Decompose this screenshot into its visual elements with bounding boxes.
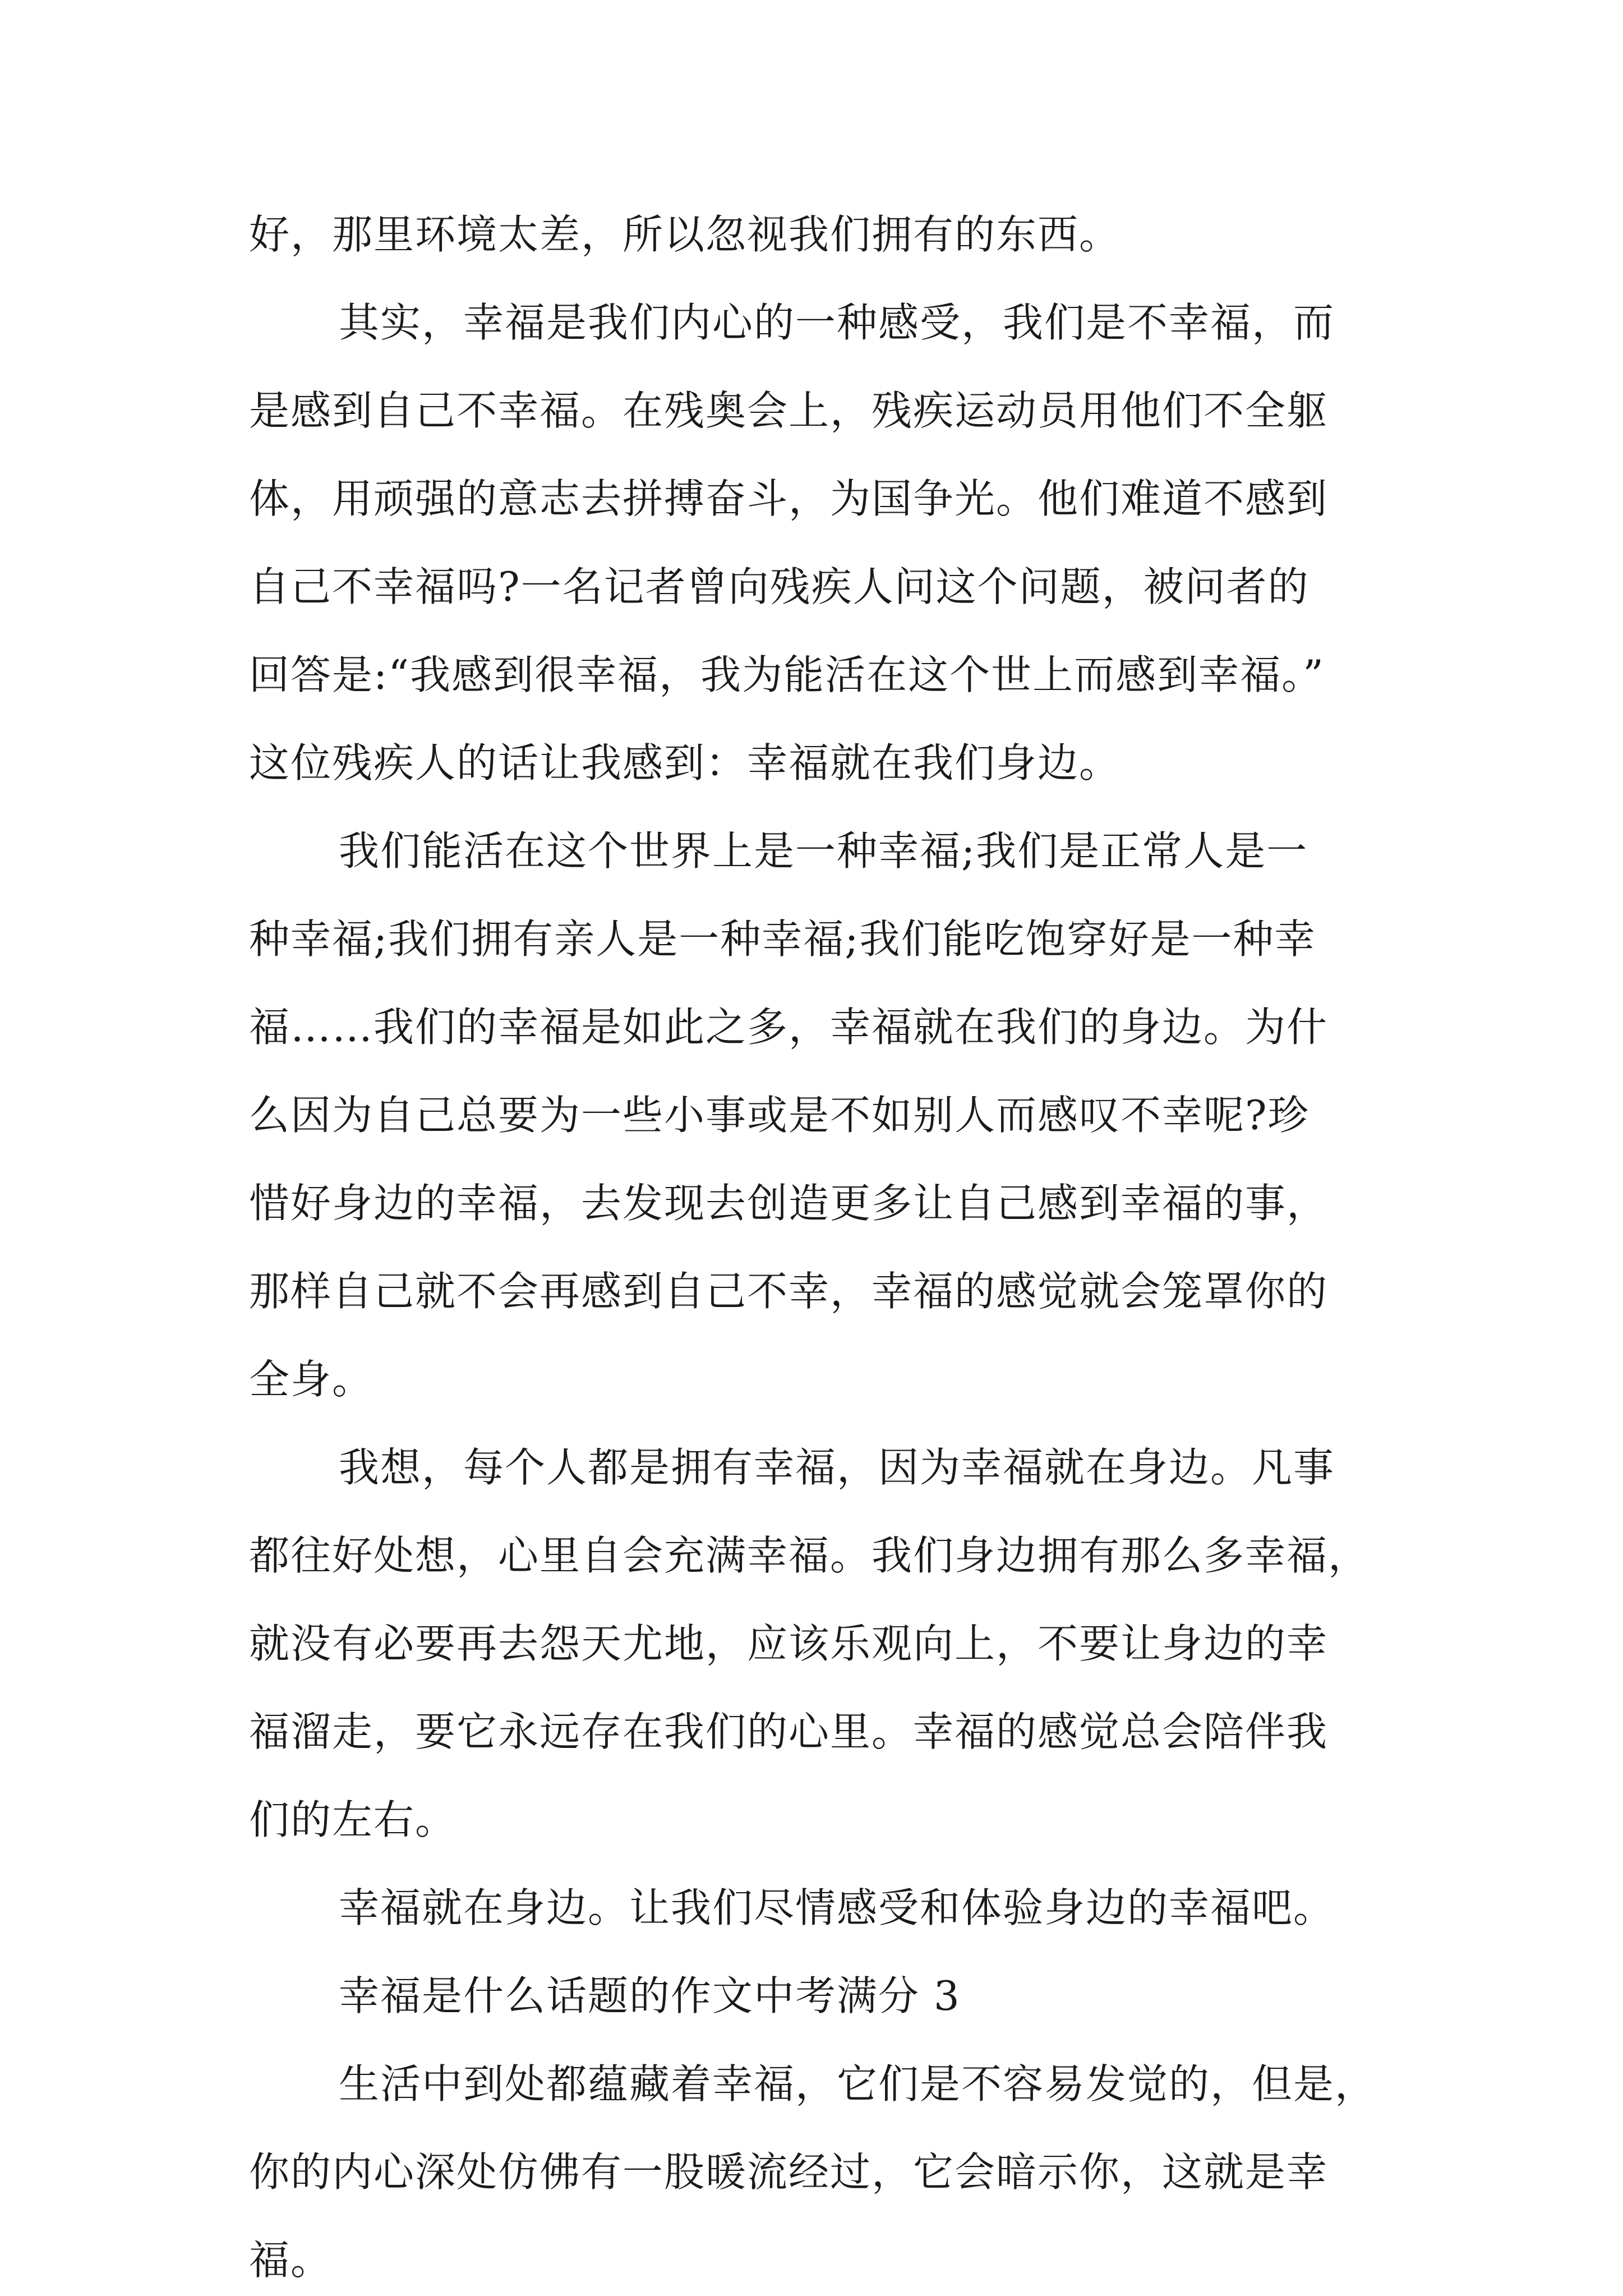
text-line-12: 惜好身边的幸福，去发现去创造更多让自己感到幸福的事， (249, 1180, 1329, 1227)
text-line-2: 其实，幸福是我们内心的一种感受，我们是不幸福，而 (339, 299, 1335, 346)
text-line-11: 么因为自己总要为一些小事或是不如别人而感叹不幸呢?珍 (249, 1092, 1310, 1139)
section-heading: 幸福是什么话题的作文中考满分 3 (339, 1972, 961, 2019)
text-line-1: 好，那里环境太差，所以忽视我们拥有的东西。 (249, 211, 1121, 258)
text-line-13: 那样自己就不会再感到自己不幸，幸福的感觉就会笼罩你的 (249, 1268, 1329, 1315)
text-line-6: 回答是:“我感到很幸福，我为能活在这个世上而感到幸福。” (249, 651, 1325, 698)
text-line-7: 这位残疾人的话让我感到：幸福就在我们身边。 (249, 739, 1121, 786)
text-line-3: 是感到自己不幸福。在残奥会上，残疾运动员用他们不全躯 (249, 387, 1329, 434)
text-line-8: 我们能活在这个世界上是一种幸福;我们是正常人是一 (339, 827, 1308, 875)
text-line-19: 们的左右。 (249, 1796, 457, 1843)
text-line-10: 福……我们的幸福是如此之多，幸福就在我们的身边。为什 (249, 1004, 1329, 1051)
text-line-22: 生活中到处都蕴藏着幸福，它们是不容易发觉的，但是， (339, 2060, 1377, 2108)
text-line-16: 都往好处想，心里自会充满幸福。我们身边拥有那么多幸福， (249, 1532, 1370, 1579)
text-line-5: 自己不幸福吗?一名记者曾向残疾人问这个问题，被问者的 (249, 563, 1310, 610)
text-line-23: 你的内心深处仿佛有一股暖流经过，它会暗示你，这就是幸 (249, 2148, 1329, 2196)
text-line-14: 全身。 (249, 1356, 374, 1403)
text-line-15: 我想，每个人都是拥有幸福，因为幸福就在身边。凡事 (339, 1444, 1335, 1491)
text-line-20: 幸福就在身边。让我们尽情感受和体验身边的幸福吧。 (339, 1884, 1335, 1931)
text-line-4: 体，用顽强的意志去拼搏奋斗，为国争光。他们难道不感到 (249, 475, 1329, 522)
text-line-9: 种幸福;我们拥有亲人是一种幸福;我们能吃饱穿好是一种幸 (249, 915, 1316, 963)
text-line-24: 福。 (249, 2237, 333, 2284)
text-line-17: 就没有必要再去怨天尤地，应该乐观向上，不要让身边的幸 (249, 1620, 1329, 1667)
text-line-18: 福溜走，要它永远存在我们的心里。幸福的感觉总会陪伴我 (249, 1708, 1329, 1755)
